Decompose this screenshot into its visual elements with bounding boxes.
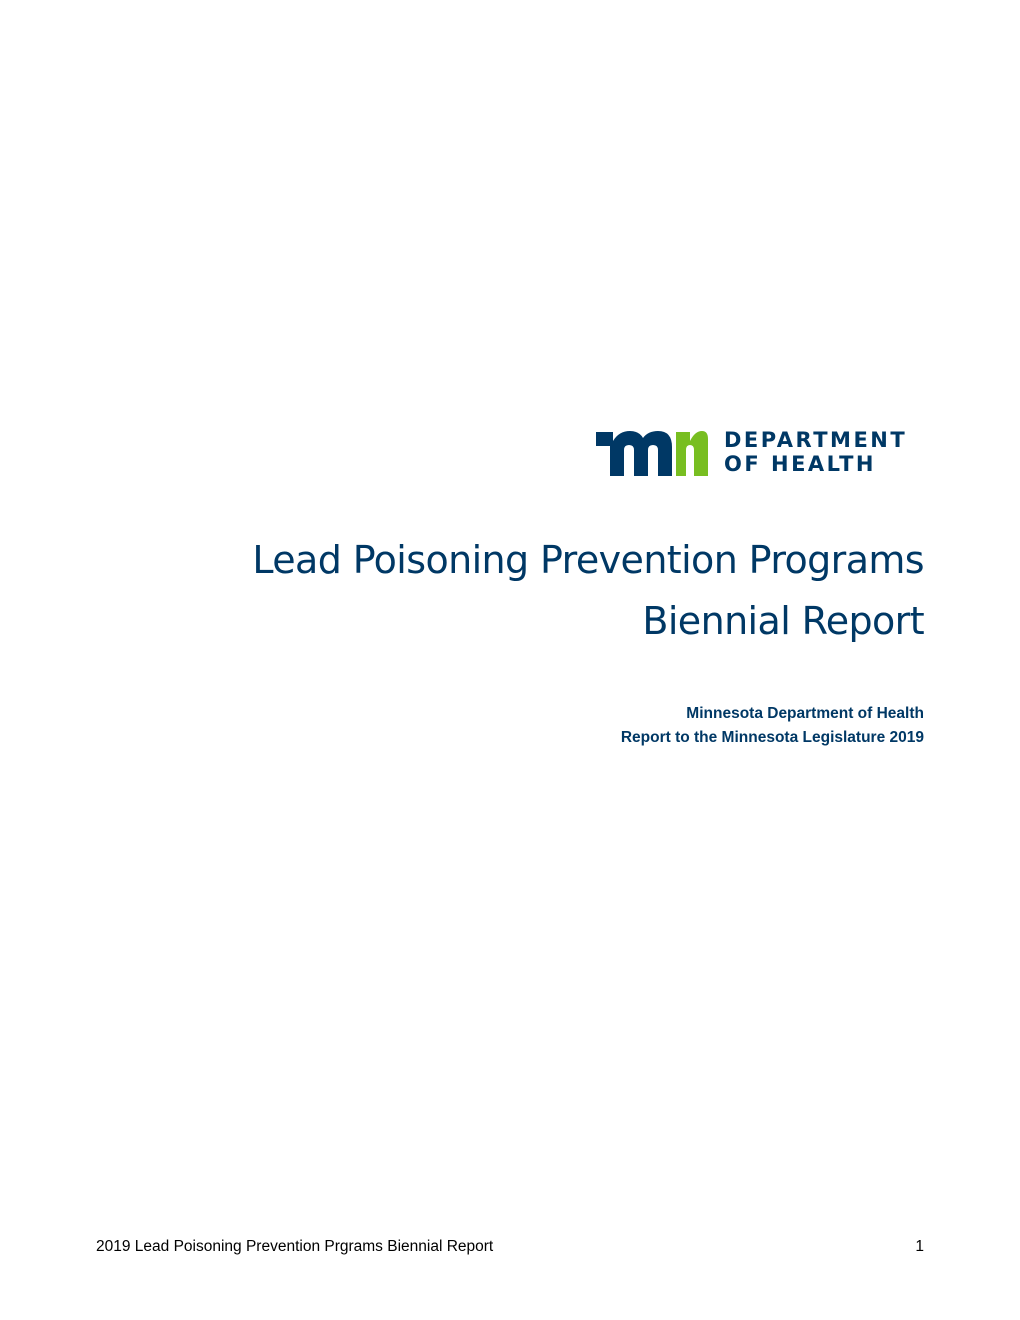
logo-wordmark-line2: OF HEALTH [724,452,876,476]
logo-wordmark [724,428,907,476]
report-author: Minnesota Department of Health [686,705,924,722]
report-title [252,530,924,652]
mn-logo-mark-icon [596,430,708,476]
logo-wordmark-line1: DEPARTMENT [724,428,908,452]
footer-title: 2019 Lead Poisoning Prevention Prgrams Biennial Report [96,1238,494,1255]
report-audience: Report to the Minnesota Legislature 2019 [620,729,924,746]
report-title-line2: Biennial Report [642,599,924,643]
report-title-line1: Lead Poisoning Prevention Programs [252,538,924,582]
page-number: 1 [915,1238,924,1255]
mdh-logo [596,428,926,478]
report-subtitle [621,702,924,750]
